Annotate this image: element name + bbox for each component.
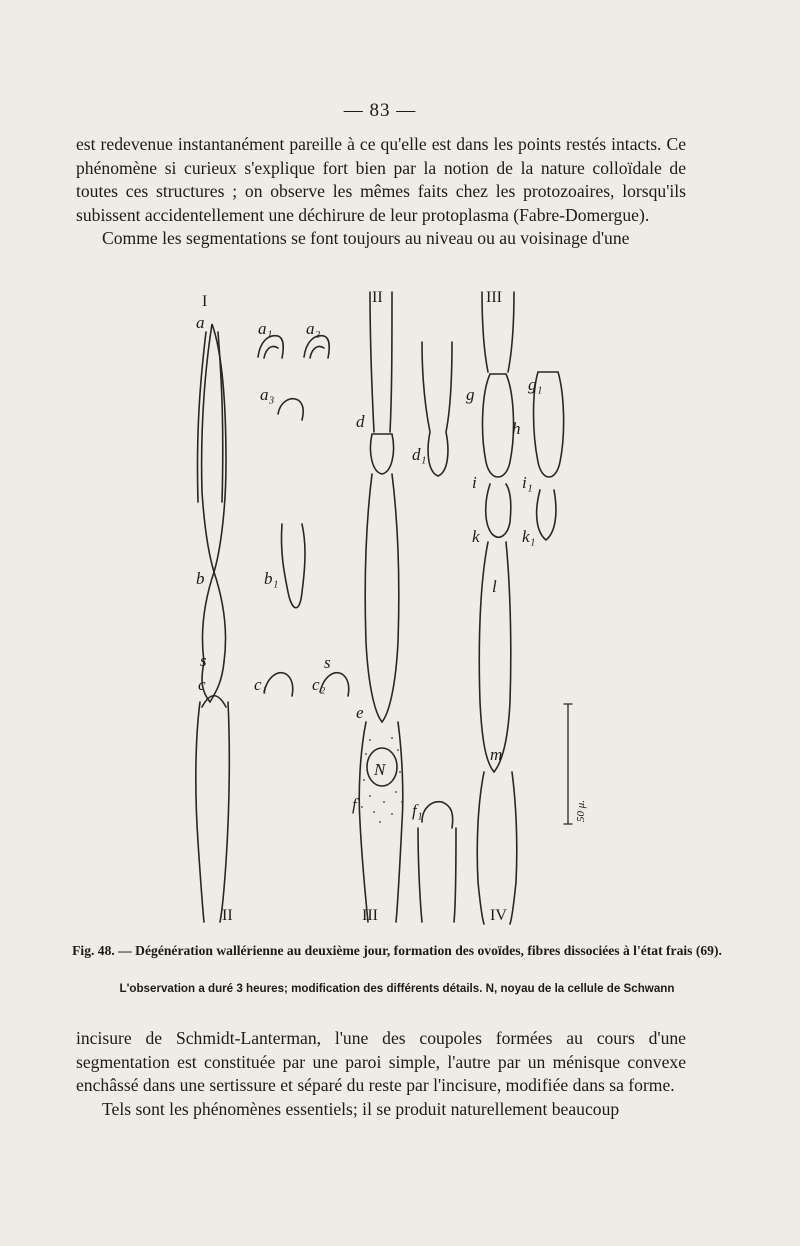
figure-label: a₃ bbox=[260, 385, 275, 404]
figure-label: s bbox=[324, 653, 331, 672]
figure-label: c bbox=[198, 675, 206, 694]
figure-note: L'observation a duré 3 heures; modification des différents détails. N, noyau de la cellule de Schwann bbox=[119, 982, 675, 995]
figure-label: d bbox=[356, 412, 365, 431]
figure-label: e bbox=[356, 703, 364, 722]
roman-label: III bbox=[486, 289, 502, 306]
figure-label: d₁ bbox=[412, 445, 427, 464]
figure-label: l bbox=[492, 577, 497, 596]
figure-illustration bbox=[160, 262, 590, 926]
figure-label: g₁ bbox=[528, 375, 543, 394]
bottom-text bbox=[76, 1027, 686, 1121]
page-number: — 83 — bbox=[343, 100, 417, 121]
roman-label: II bbox=[222, 907, 233, 924]
roman-label: I bbox=[202, 293, 208, 310]
figure-label: f bbox=[352, 795, 357, 814]
figure-label: N bbox=[374, 760, 386, 779]
figure-label: b₁ bbox=[264, 569, 279, 588]
paragraph: Comme les segmentations se font toujours au niveau ou au voisinage d'une bbox=[102, 228, 630, 249]
figure-label: g bbox=[466, 385, 475, 404]
paragraph: incisure de Schmidt-Lanterman, l'une des coupoles formées au cours d'une segmentation est constituée par une paroi simple, l'autre par un ménisque convexe enchâssé dans une sertissure et séparé du reste par l'incisure, modifiée dans sa forme. bbox=[76, 1028, 686, 1096]
figure-label: a₁ bbox=[258, 319, 273, 338]
fiber-drawing bbox=[160, 262, 590, 926]
figure-label: i₁ bbox=[522, 473, 533, 492]
figure-label: b bbox=[196, 569, 205, 588]
paragraph: est redevenue instantanément pareille à ce qu'elle est dans les points restés intacts. Ce phénomène si curieux s'explique fort bien par la notion de la nature colloïdale de toutes ces structures ; on observe les mêmes faits chez les protozoaires, lorsqu'ils subissent accidentellement une déchirure de leur protoplasma (Fabre-Domergue). bbox=[76, 134, 686, 225]
figure-label: a₂ bbox=[306, 319, 321, 338]
roman-label: IV bbox=[490, 907, 507, 924]
paragraph: Tels sont les phénomènes essentiels; il se produit naturellement beaucoup bbox=[102, 1098, 620, 1119]
figure-label: a bbox=[196, 313, 205, 332]
figure-label: k bbox=[472, 527, 480, 546]
figure-label: f₁ bbox=[412, 801, 423, 820]
figure-label: h bbox=[512, 419, 521, 438]
figure-caption: Fig. 48. — Dégénération wallérienne au deuxième jour, formation des ovoïdes, fibres dissociées à l'état frais (69). bbox=[72, 943, 722, 958]
figure-label: c₂ bbox=[312, 675, 326, 694]
figure-label: s bbox=[200, 651, 207, 670]
figure-label: k₁ bbox=[522, 527, 536, 546]
roman-label: II bbox=[372, 289, 383, 306]
figure-label: m bbox=[490, 745, 503, 764]
figure-label: c₁ bbox=[254, 675, 268, 694]
roman-label: III bbox=[362, 907, 378, 924]
scale-label: 50 μ. bbox=[575, 799, 587, 822]
figure-label: i bbox=[472, 473, 477, 492]
top-text bbox=[76, 133, 686, 251]
